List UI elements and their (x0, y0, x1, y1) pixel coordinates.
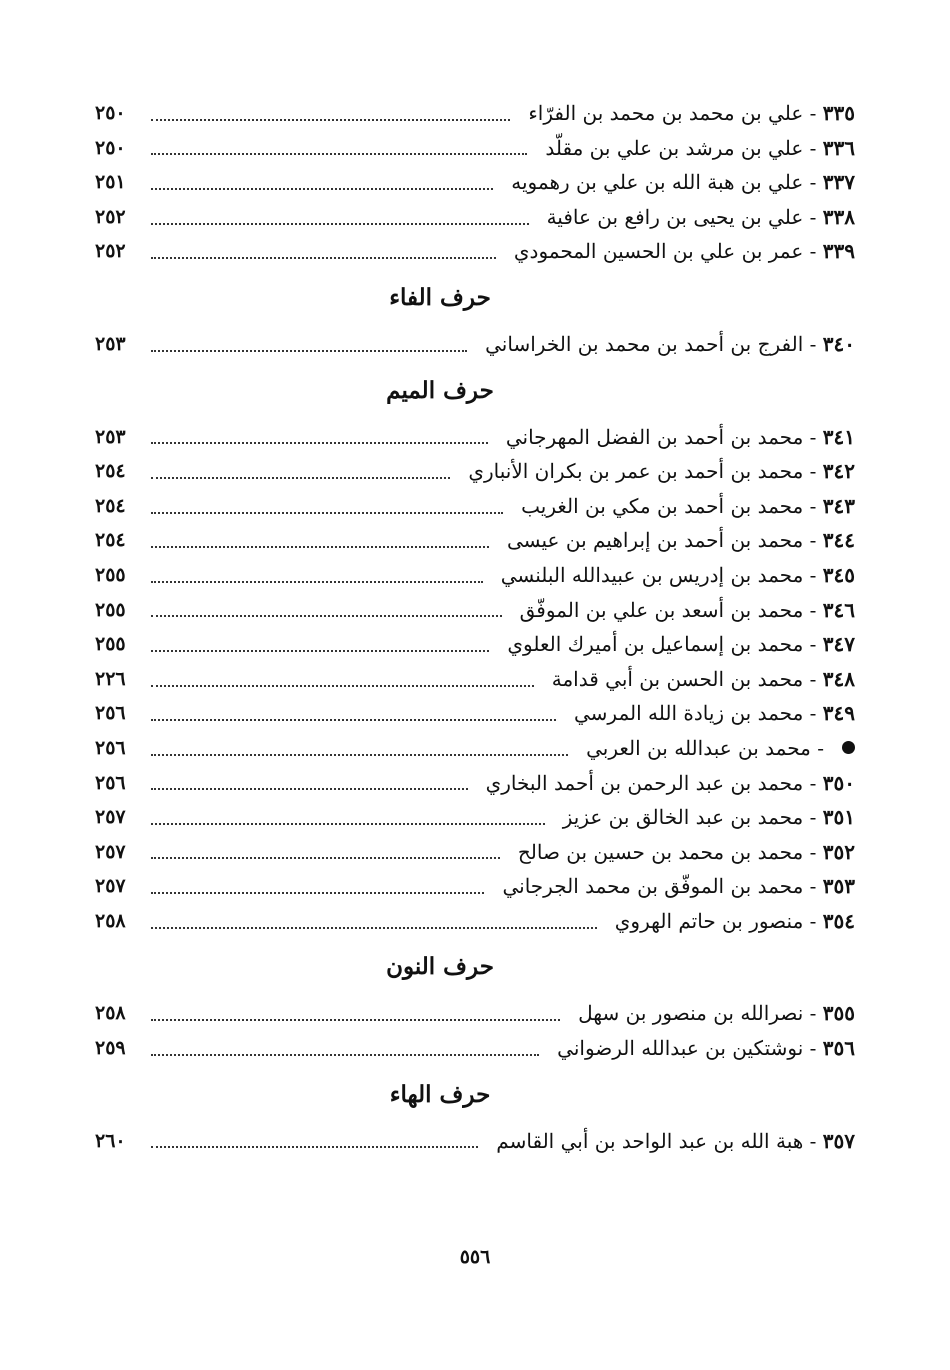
entry-page: ٢٥٥ (95, 563, 126, 586)
entry-number: ٣٥٠ (822, 770, 855, 795)
entry-dash: - (803, 424, 823, 449)
entry-dash: - (803, 770, 823, 795)
entry-page: ٢٥٢ (95, 240, 126, 263)
entry-text (497, 627, 855, 662)
entry-page: ٢٥٥ (95, 598, 126, 621)
toc-entry[interactable] (95, 904, 855, 939)
toc-section (95, 1066, 855, 1159)
dot-leader (151, 649, 489, 652)
entry-dash: - (803, 805, 823, 830)
entry-text (564, 696, 855, 731)
entry-number: ٣٤٩ (822, 701, 855, 726)
entry-dash: - (803, 459, 823, 484)
entry-page: ٢٥٤ (95, 494, 126, 517)
dot-leader (151, 891, 484, 894)
dot-leader (151, 256, 496, 259)
entry-page: ٢٥٧ (95, 840, 126, 863)
toc-page (95, 96, 855, 1158)
toc-section (95, 938, 855, 1065)
entry-text (504, 234, 855, 269)
entry-dash: - (803, 701, 823, 726)
entry-text (458, 454, 855, 489)
entry-name: محمد بن زيادة الله المرسي (574, 701, 804, 726)
dot-leader (151, 545, 489, 548)
dot-leader (151, 1145, 478, 1148)
dot-leader (151, 822, 545, 825)
entry-name: محمد بن إدريس بن عبيدالله البلنسي (500, 562, 804, 587)
entry-dash: - (803, 331, 823, 356)
entry-text (511, 489, 855, 524)
entry-page: ٢٥٧ (95, 875, 126, 898)
section-heading: حرف النون (386, 953, 494, 981)
entry-dash: - (803, 493, 823, 518)
entry-dash: - (803, 908, 823, 933)
dot-leader (151, 1053, 539, 1056)
dot-leader (151, 187, 493, 190)
entry-number: ٣٤٣ (822, 493, 855, 518)
entry-page: ٢٥٣ (95, 332, 126, 355)
entry-text (501, 165, 855, 200)
entry-number: ٣٤٦ (822, 597, 855, 622)
dot-leader (151, 856, 500, 859)
entry-text (475, 327, 855, 362)
entry-dash: - (803, 101, 823, 125)
dot-leader (151, 152, 527, 155)
dot-leader (151, 718, 556, 721)
entry-text (510, 593, 855, 628)
toc-entry[interactable] (95, 523, 855, 558)
dot-leader (151, 1018, 560, 1021)
entry-number: ٣٥٢ (822, 839, 855, 864)
entry-number: ٣٥٣ (822, 874, 855, 899)
toc-entry[interactable] (95, 662, 855, 697)
entry-page: ٢٥٥ (95, 633, 126, 656)
dot-leader (151, 441, 488, 444)
toc-entry[interactable] (95, 165, 855, 200)
entry-number: ٣٣٧ (822, 170, 855, 195)
entry-name: محمد بن إسماعيل بن أميرك العلوي (507, 632, 804, 657)
entry-text (547, 1031, 855, 1066)
toc-section (95, 362, 855, 939)
entry-text (605, 904, 855, 939)
entry-dash: - (803, 874, 823, 899)
dot-leader (151, 614, 502, 617)
entry-text (486, 1124, 855, 1159)
entry-dash: - (803, 170, 823, 195)
section-heading: حرف الفاء (389, 283, 491, 311)
entry-dash: - (803, 528, 823, 553)
entry-dash: - (803, 562, 823, 587)
entry-name: محمد بن أحمد بن مكي بن الغريب (521, 493, 804, 518)
dot-leader (151, 926, 597, 929)
section-heading: حرف الهاء (389, 1080, 491, 1108)
entry-page: ٢٥٩ (95, 1037, 126, 1060)
entry-page: ٢٥٨ (95, 1002, 126, 1025)
toc-entry[interactable] (95, 454, 855, 489)
entry-page: ٢٥٠ (95, 136, 126, 159)
entry-text (508, 835, 855, 870)
entry-page: ٢٥٤ (95, 529, 126, 552)
toc-entry[interactable] (95, 131, 855, 166)
entry-name: محمد بن أحمد بن إبراهيم بن عيسى (507, 528, 804, 553)
toc-entry[interactable] (95, 200, 855, 235)
toc-entry[interactable] (95, 327, 855, 362)
entry-name: محمد بن محمد بن حسين بن صالح (517, 839, 804, 864)
entry-text (576, 731, 855, 766)
entry-text (537, 200, 855, 235)
toc-section (95, 96, 855, 269)
entry-dash: - (803, 632, 823, 657)
dot-leader (151, 476, 450, 479)
entry-page: ٢٥٢ (95, 205, 126, 228)
section-heading: حرف الميم (386, 376, 494, 404)
entry-number: ٣٣٨ (822, 204, 855, 229)
entry-text (553, 800, 855, 835)
entry-text (491, 558, 855, 593)
entry-number: ٣٤٨ (822, 666, 855, 691)
toc-entry[interactable] (95, 696, 855, 731)
dot-leader (151, 753, 568, 756)
entry-name: عمر بن علي بن الحسين المحمودي (513, 239, 804, 264)
entry-dash: - (803, 239, 823, 264)
entry-page: ٢٥٤ (95, 460, 126, 483)
dot-leader (151, 787, 468, 790)
entry-name: نوشتكين بن عبدالله الرضواني (557, 1036, 804, 1061)
entry-text (518, 96, 855, 131)
entry-number: ٣٥٧ (822, 1128, 855, 1153)
entry-number: ٣٤١ (822, 424, 855, 449)
entry-number: ٣٤٤ (822, 528, 855, 553)
bullet-icon (842, 741, 855, 754)
dot-leader (151, 580, 483, 583)
entry-page: ٢٢٦ (95, 667, 126, 690)
entry-text (535, 131, 855, 166)
dot-leader (151, 349, 467, 352)
toc-section (95, 269, 855, 362)
entry-number: ٣٣٦ (822, 135, 855, 160)
entry-number: ٣٥٥ (822, 1001, 855, 1026)
toc-entry[interactable] (95, 593, 855, 628)
entry-name: محمد بن عبد الرحمن بن أحمد البخاري (485, 770, 804, 795)
entry-text (497, 523, 855, 558)
entry-name: علي بن يحيى بن رافع بن عافية (546, 204, 804, 229)
toc-entry[interactable] (95, 420, 855, 455)
toc-entry[interactable] (95, 1124, 855, 1159)
page-number: ٥٥٦ (459, 1246, 491, 1268)
entry-dash: - (803, 1001, 823, 1026)
entry-number: ٣٤٢ (822, 459, 855, 484)
entry-name: محمد بن عبدالله بن العربي (586, 735, 811, 760)
entry-dash: - (803, 597, 823, 622)
entry-name: محمد بن أحمد بن الفضل المهرجاني (505, 424, 804, 449)
toc-entry[interactable] (95, 234, 855, 269)
entry-name: محمد بن الحسن بن أبي قدامة (551, 666, 804, 691)
toc-entry[interactable] (95, 996, 855, 1031)
entry-name: محمد بن أسعد بن علي بن الموفّق (519, 597, 804, 622)
entry-page: ٢٥٣ (95, 425, 126, 448)
toc-entry[interactable] (95, 835, 855, 870)
toc-entry[interactable] (95, 731, 855, 766)
entry-dash: - (803, 1036, 823, 1061)
entry-dash: - (803, 1128, 823, 1153)
entry-text (476, 766, 855, 801)
entry-page: ٢٦٠ (95, 1129, 126, 1152)
entry-text (568, 996, 855, 1031)
entry-number: ٣٥١ (822, 805, 855, 830)
toc-entry[interactable] (95, 627, 855, 662)
entry-name: علي بن مرشد بن علي بن مقلّد (545, 135, 804, 160)
toc-entry[interactable] (95, 869, 855, 904)
entry-dash: - (803, 135, 823, 160)
entry-number: ٣٤٥ (822, 562, 855, 587)
dot-leader (151, 511, 503, 514)
entry-dash: - (803, 839, 823, 864)
toc-entry[interactable] (95, 1031, 855, 1066)
entry-page: ٢٥٧ (95, 806, 126, 829)
entry-page: ٢٥٠ (95, 102, 126, 124)
entry-name: منصور بن حاتم الهروي (614, 908, 804, 933)
entry-name: علي بن هبة الله بن علي بن رهمويه (511, 170, 804, 195)
entry-name: هبة الله بن عبد الواحد بن أبي القاسم (496, 1128, 804, 1153)
entry-number: ٣٥٤ (822, 908, 855, 933)
entry-name: الفرج بن أحمد بن محمد بن الخراساني (485, 331, 804, 356)
toc-entry[interactable] (95, 766, 855, 801)
entry-name: علي بن محمد بن محمد بن الفرّاء (528, 101, 804, 125)
entry-dash: - (810, 735, 824, 760)
entry-name: نصرالله بن منصور بن سهل (578, 1001, 804, 1026)
toc-entry[interactable] (95, 96, 855, 131)
entry-name: محمد بن الموفّق بن محمد الجرجاني (502, 874, 804, 899)
toc-entry[interactable] (95, 489, 855, 524)
dot-leader (151, 222, 529, 225)
entry-page: ٢٥١ (95, 171, 126, 194)
dot-leader (151, 684, 534, 687)
entry-text (542, 662, 855, 697)
entry-name: محمد بن عبد الخالق بن عزيز (562, 805, 804, 830)
entry-page: ٢٥٦ (95, 736, 126, 759)
entry-text (496, 420, 855, 455)
dot-leader (151, 118, 510, 121)
entry-dash: - (803, 666, 823, 691)
entry-text (492, 869, 855, 904)
entry-dash: - (803, 204, 823, 229)
entry-number: ٣٤٧ (822, 632, 855, 657)
toc-entry[interactable] (95, 800, 855, 835)
entry-page: ٢٥٦ (95, 771, 126, 794)
entry-number: ٣٣٥ (822, 101, 855, 125)
toc-entry[interactable] (95, 558, 855, 593)
entry-number: ٣٥٦ (822, 1036, 855, 1061)
entry-page: ٢٥٨ (95, 909, 126, 932)
entry-page: ٢٥٦ (95, 702, 126, 725)
entry-number: ٣٤٠ (822, 331, 855, 356)
entry-name: محمد بن أحمد بن عمر بن بكران الأنباري (468, 459, 804, 484)
entry-number: ٣٣٩ (822, 239, 855, 264)
